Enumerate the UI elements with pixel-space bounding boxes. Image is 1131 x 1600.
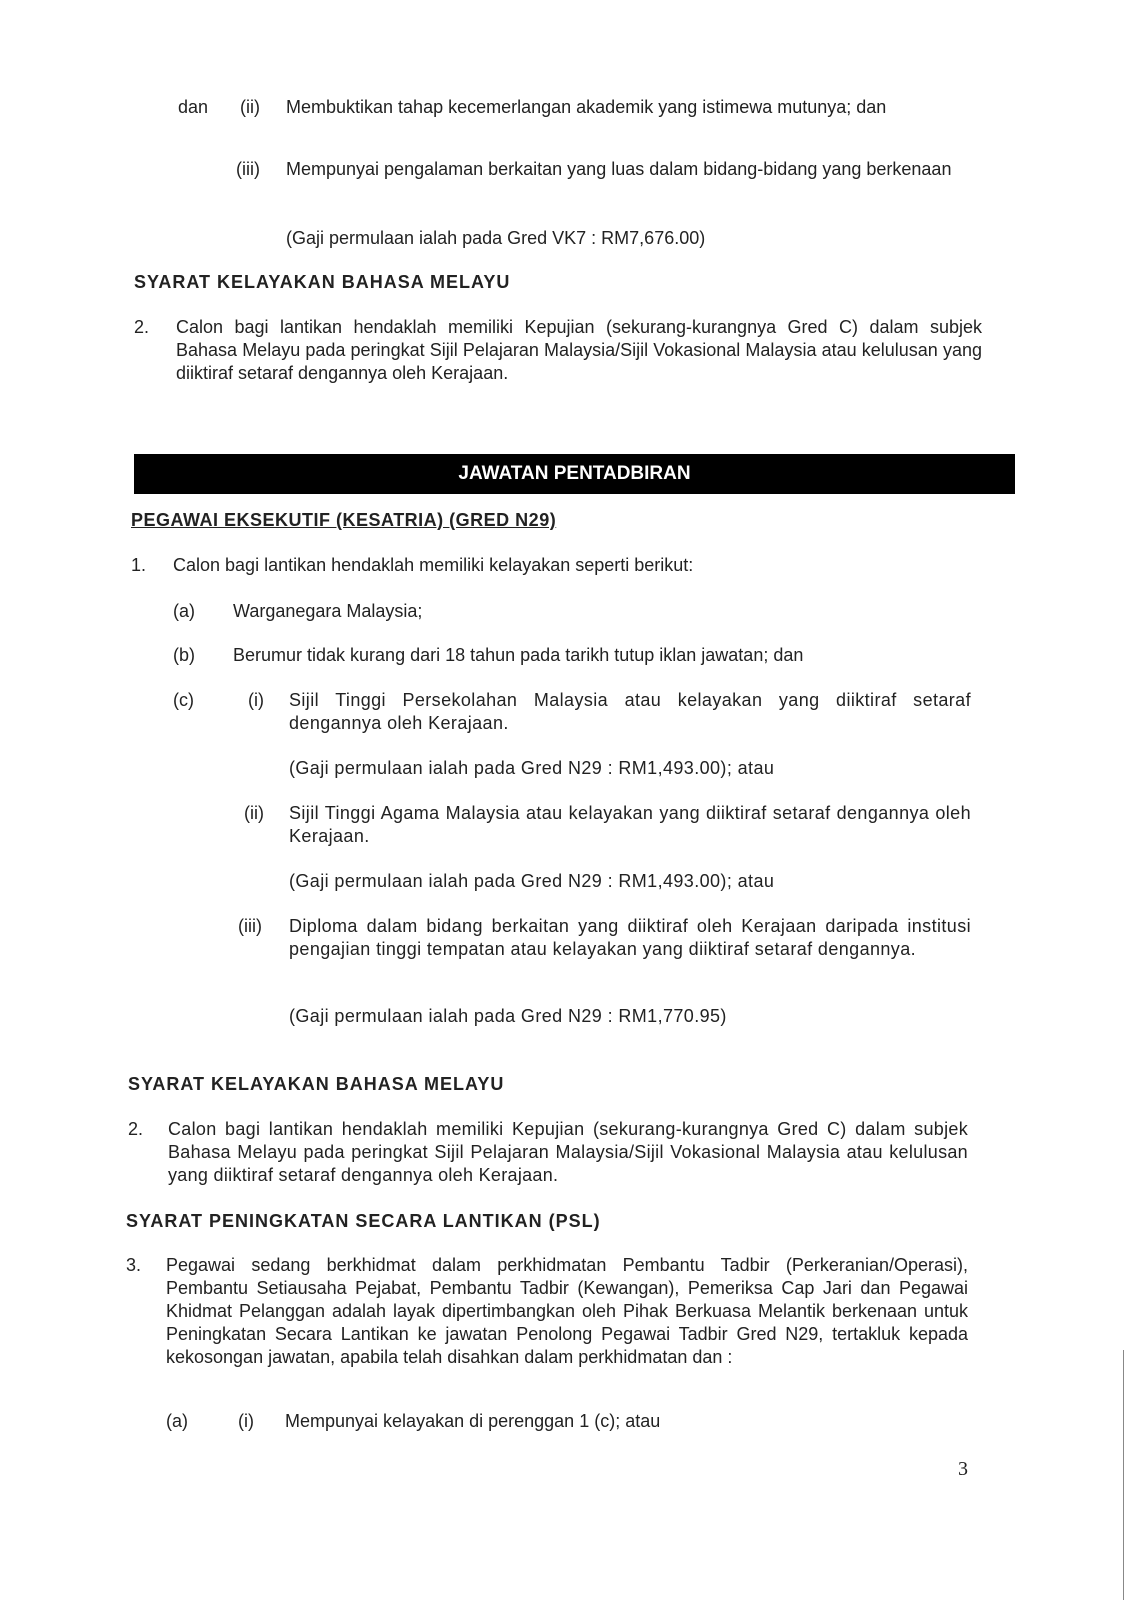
psl-item-ai-text: Mempunyai kelayakan di perenggan 1 (c); atau	[285, 1411, 661, 1431]
paragraph-number: 3.	[126, 1255, 142, 1275]
section-banner: JAWATAN PENTADBIRAN	[134, 454, 1015, 494]
psl-item-a-number: (a)	[166, 1411, 188, 1431]
item-ci-text: Sijil Tinggi Persekolahan Malaysia atau kelayakan yang diiktiraf setaraf dengannya oleh Kerajaan.	[289, 690, 971, 733]
psl-requirement-text: Pegawai sedang berkhidmat dalam perkhidmatan Pembantu Tadbir (Perkeranian/Operasi), Pembantu Setiausaha Pejabat, Pembantu Tadbir (Kewangan), Pemeriksa Cap Jari dan Pegawai Khidmat Pelanggan adalah layak dipertimbangkan oleh Pihak Berkuasa Melantik berkenaan untuk Peningkatan Secara Lantikan ke jawatan Penolong Pegawai Tadbir Gred N29, tertakluk kepada kekosongan jawatan, apabila telah disahkan dalam perkhidmatan dan :	[166, 1255, 968, 1367]
item-iii-number: (iii)	[236, 159, 260, 179]
paragraph-number: 2.	[128, 1119, 144, 1139]
item-ci-salary: (Gaji permulaan ialah pada Gred N29 : RM1,493.00); atau	[289, 758, 775, 778]
conjunction-dan: dan	[178, 97, 209, 117]
item-cii-text: Sijil Tinggi Agama Malaysia atau kelayakan yang diiktiraf setaraf dengannya oleh Kerajaan.	[289, 803, 971, 846]
item-ciii-text: Diploma dalam bidang berkaitan yang diiktiraf oleh Kerajaan daripada institusi pengajian tinggi tempatan atau kelayakan yang diiktiraf setaraf dengannya.	[289, 916, 971, 959]
post-title: PEGAWAI EKSEKUTIF (KESATRIA) (GRED N29)	[131, 510, 557, 530]
section-heading-bm: SYARAT KELAYAKAN BAHASA MELAYU	[134, 272, 511, 292]
item-b-text: Berumur tidak kurang dari 18 tahun pada tarikh tutup iklan jawatan; dan	[233, 645, 804, 665]
scan-edge-line	[1123, 1350, 1124, 1600]
item-a-text: Warganegara Malaysia;	[233, 601, 423, 621]
paragraph-text: Calon bagi lantikan hendaklah memiliki kelayakan seperti berikut:	[173, 555, 694, 575]
paragraph-number: 2.	[134, 317, 150, 337]
item-ci-number: (i)	[248, 690, 264, 710]
item-ciii-salary: (Gaji permulaan ialah pada Gred N29 : RM1,770.95)	[289, 1006, 727, 1026]
page-number: 3	[958, 1458, 968, 1480]
item-cii-number: (ii)	[244, 803, 264, 823]
item-ii-number: (ii)	[240, 97, 260, 117]
item-cii-salary: (Gaji permulaan ialah pada Gred N29 : RM1,493.00); atau	[289, 871, 775, 891]
item-a-number: (a)	[173, 601, 195, 621]
section-heading-bm: SYARAT KELAYAKAN BAHASA MELAYU	[128, 1074, 505, 1094]
item-iii-text: Mempunyai pengalaman berkaitan yang luas dalam bidang-bidang yang berkenaan	[286, 159, 952, 179]
item-c-number: (c)	[173, 690, 194, 710]
bm-requirement-text: Calon bagi lantikan hendaklah memiliki Kepujian (sekurang-kurangnya Gred C) dalam subjek Bahasa Melayu pada peringkat Sijil Pelajaran Malaysia/Sijil Vokasional Malaysia atau kelulusan yang diiktiraf setaraf dengannya oleh Kerajaan.	[168, 1119, 968, 1185]
item-ciii-number: (iii)	[238, 916, 262, 936]
bm-requirement-text: Calon bagi lantikan hendaklah memiliki Kepujian (sekurang-kurangnya Gred C) dalam subjek Bahasa Melayu pada peringkat Sijil Pelajaran Malaysia/Sijil Vokasional Malaysia atau kelulusan yang diiktiraf setaraf dengannya oleh Kerajaan.	[176, 317, 982, 383]
item-b-number: (b)	[173, 645, 195, 665]
section-heading-psl: SYARAT PENINGKATAN SECARA LANTIKAN (PSL)	[126, 1211, 601, 1231]
item-ii-text: Membuktikan tahap kecemerlangan akademik yang istimewa mutunya; dan	[286, 97, 887, 117]
salary-vk7: (Gaji permulaan ialah pada Gred VK7 : RM7,676.00)	[286, 228, 706, 248]
paragraph-number: 1.	[131, 555, 147, 575]
psl-item-ai-number: (i)	[238, 1411, 254, 1431]
